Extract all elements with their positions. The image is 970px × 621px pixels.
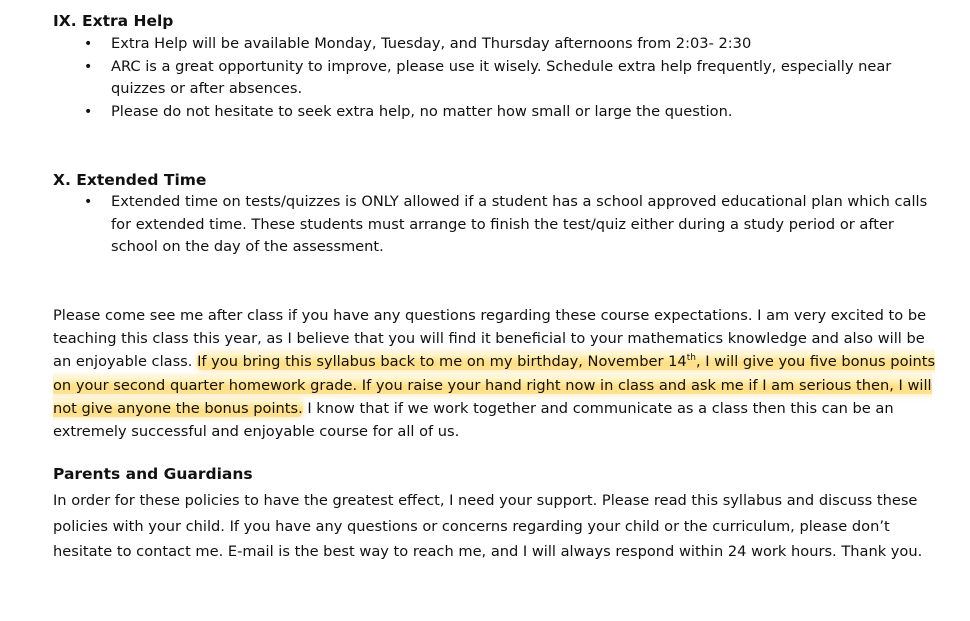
bullet-icon: • bbox=[84, 103, 93, 120]
extra-help-title: Extra Help bbox=[82, 12, 174, 30]
parents-heading: Parents and Guardians bbox=[53, 465, 253, 483]
extended-time-title: Extended Time bbox=[76, 171, 207, 189]
list-item: • Extra Help will be available Monday, Tuesday, and Thursday afternoons from 2:03- 2:30 bbox=[82, 33, 932, 56]
highlighted-text: If you bring this syllabus back to me on my birthday, November 14th, I will give you five bonus points on your second quarter homework grade. If you raise your hand right now in class and ask me if I am serious then, I will not give anyone the bonus points. bbox=[53, 353, 936, 417]
closing-paragraph bbox=[53, 304, 938, 443]
bullet-icon: • bbox=[84, 36, 93, 52]
extended-time-number: X. bbox=[53, 171, 71, 189]
parents-paragraph: In order for these policies to have the greatest effect, I need your support. Please read this syllabus and discuss these policies with your child. If you have any questions or concerns regarding your child or the curriculum, please don’t hesitate to contact me. E-mail is the best way to reach me, and I will always respond within 24 work hours. Thank you. bbox=[53, 492, 923, 560]
bullet-icon: • bbox=[84, 58, 93, 75]
list-item: • Extended time on tests/quizzes is ONLY allowed if a student has a school approved educational plan which calls for extended time. These students must arrange to finish the test/quiz either during a study period or after school on the day of the assessment. bbox=[84, 193, 928, 255]
extra-help-heading bbox=[53, 11, 173, 31]
extended-time-heading bbox=[53, 170, 206, 190]
extra-help-number: IX. bbox=[53, 12, 77, 30]
closing-lead-text: Please come see me after class if you have any questions regarding these course expectations. I am very excited to be teaching this class this year, as I believe that you will find it beneficial to your mathematics knowledge and also will be an enjoyable class. bbox=[53, 307, 927, 371]
closing-tail-text: I know that if we work together and communicate as a class then this can be an extremely successful and enjoyable course for all of us. bbox=[53, 399, 894, 441]
extended-time-list bbox=[82, 191, 932, 259]
bullet-icon: • bbox=[84, 194, 93, 210]
extra-help-list bbox=[82, 33, 932, 123]
list-item: • ARC is a great opportunity to improve, please use it wisely. Schedule extra help frequently, especially near quizzes or after absences. bbox=[84, 57, 892, 97]
list-item: • Please do not hesitate to seek extra help, no matter how small or large the question. bbox=[82, 101, 932, 124]
